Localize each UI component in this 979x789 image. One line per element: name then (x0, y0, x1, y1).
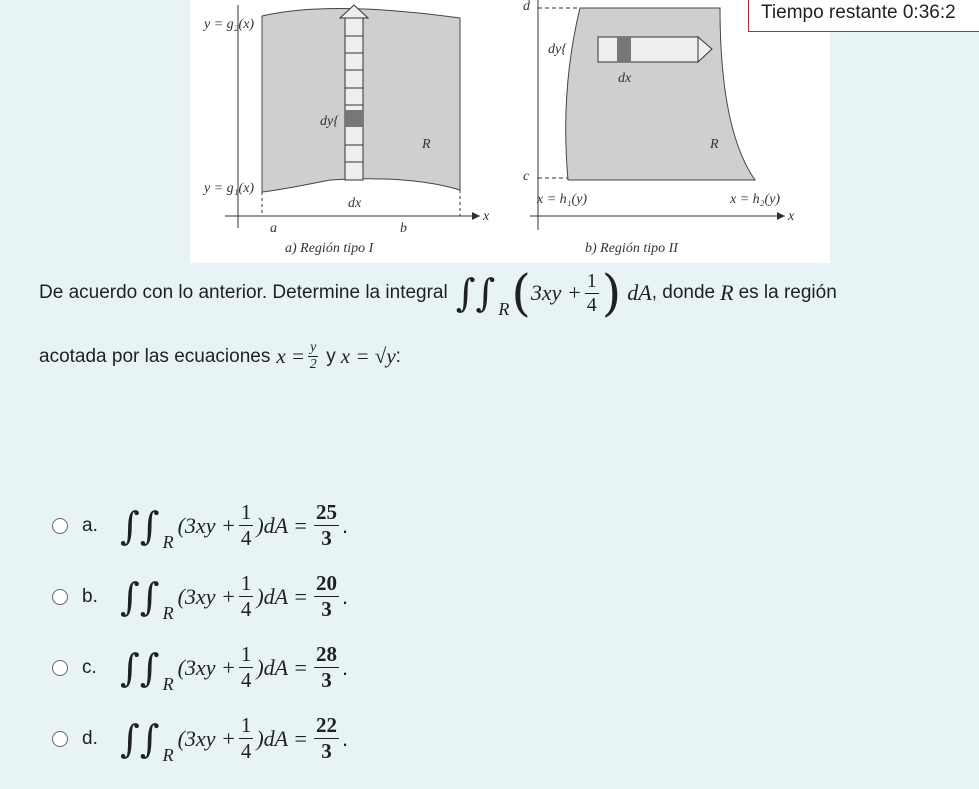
a-label: a (270, 221, 277, 236)
numerator: 1 (240, 713, 252, 737)
period: . (342, 725, 349, 751)
period: . (342, 654, 349, 680)
and-text: y (326, 345, 336, 367)
denominator: 4 (240, 739, 252, 763)
question-line-1 (39, 264, 837, 322)
double-integral: ∫∫ (120, 645, 160, 690)
double-integral: ∫∫ (120, 503, 160, 548)
numerator: 25 (316, 500, 338, 524)
paren-close: ) (601, 264, 622, 322)
c-label: c (523, 169, 530, 184)
denominator: 4 (240, 597, 252, 621)
x-label-b: x (788, 209, 795, 224)
denominator: 3 (321, 668, 332, 692)
double-integral: ∫∫ (455, 271, 496, 315)
fraction (239, 500, 254, 551)
option-expression (120, 713, 348, 764)
radio-button[interactable] (52, 731, 68, 747)
region-r: R (720, 280, 734, 305)
option-expression (120, 500, 348, 551)
fraction (239, 713, 254, 764)
denominator: 3 (321, 597, 332, 621)
radio-button[interactable] (52, 589, 68, 605)
da-equals: )dA = (256, 512, 309, 538)
period: . (342, 583, 349, 609)
y-over-2 (308, 340, 318, 373)
dy-label: dy{ (320, 114, 339, 129)
r-label: R (422, 137, 431, 152)
answer-fraction (314, 642, 339, 693)
colon: : (395, 345, 401, 367)
question-text-3: es la región (738, 282, 837, 303)
eq2: x = √y (340, 344, 396, 368)
g2-label: y = g₂(x) (204, 17, 255, 32)
option-letter: c. (82, 656, 97, 678)
d-label: d (523, 0, 530, 14)
radio-button[interactable] (52, 518, 68, 534)
double-integral: ∫∫ (120, 716, 160, 761)
numerator: 1 (240, 571, 252, 595)
answer-fraction (314, 713, 339, 764)
region-sub: R (162, 744, 174, 765)
answer-option-c[interactable] (52, 642, 348, 693)
time-remaining: Tiempo restante 0:36:2 (748, 0, 979, 32)
paren-open: ( (511, 264, 531, 322)
numerator: 28 (316, 642, 338, 666)
option-expression (120, 642, 348, 693)
r-label-b: R (710, 137, 719, 152)
region-sub: R (162, 531, 174, 552)
integrand: (3xy + (177, 512, 236, 538)
numerator: 1 (586, 269, 597, 292)
answer-option-b[interactable] (52, 571, 348, 622)
x-label: x (483, 209, 490, 224)
answer-fraction (314, 500, 339, 551)
numerator: 1 (240, 642, 252, 666)
da: dA (627, 280, 652, 305)
eq1: x = (276, 344, 306, 368)
da-equals: )dA = (256, 725, 309, 751)
caption-b: b) Región tipo II (585, 241, 678, 256)
numerator: 1 (240, 500, 252, 524)
region-sub: R (162, 673, 174, 694)
answer-option-d[interactable] (52, 713, 348, 764)
denominator: 2 (309, 357, 317, 372)
denominator: 4 (586, 293, 597, 316)
fraction (239, 642, 254, 693)
denominator: 3 (321, 739, 332, 763)
option-letter: a. (82, 514, 98, 536)
denominator: 4 (240, 526, 252, 550)
denominator: 4 (240, 668, 252, 692)
option-letter: d. (82, 727, 98, 749)
radio-button[interactable] (52, 660, 68, 676)
region-sub: R (162, 602, 174, 623)
question-text: De acuerdo con lo anterior. Determine la integral (39, 282, 448, 303)
period: . (342, 512, 349, 538)
answer-fraction (314, 571, 339, 622)
integrand: (3xy + (177, 583, 236, 609)
numerator: 20 (316, 571, 338, 595)
double-integral: ∫∫ (120, 574, 160, 619)
h1-label: x = h₁(y) (537, 192, 588, 207)
b-label: b (400, 221, 407, 236)
question-text-2: , donde (651, 282, 716, 303)
fraction (239, 571, 254, 622)
region-diagram (190, 0, 830, 263)
caption-a: a) Región tipo I (285, 241, 374, 256)
da-equals: )dA = (256, 583, 309, 609)
question-text-4: acotada por las ecuaciones (39, 345, 271, 367)
h2-label: x = h₂(y) (730, 192, 781, 207)
option-expression (120, 571, 348, 622)
integrand: (3xy + (177, 654, 236, 680)
integrand: (3xy + (177, 725, 236, 751)
region-sub: R (498, 299, 510, 319)
dy-label-b: dy{ (548, 42, 567, 57)
numerator: 22 (316, 713, 338, 737)
integrand: 3xy + (530, 280, 582, 305)
option-letter: b. (82, 585, 98, 607)
da-equals: )dA = (256, 654, 309, 680)
denominator: 3 (321, 526, 332, 550)
question-line-2 (39, 340, 401, 373)
g1-label: y = g₁(x) (204, 181, 255, 196)
numerator: y (310, 340, 317, 355)
fraction (585, 270, 599, 317)
dx-label: dx (348, 196, 362, 211)
answer-option-a[interactable] (52, 500, 348, 551)
dx-label-b: dx (618, 71, 632, 86)
